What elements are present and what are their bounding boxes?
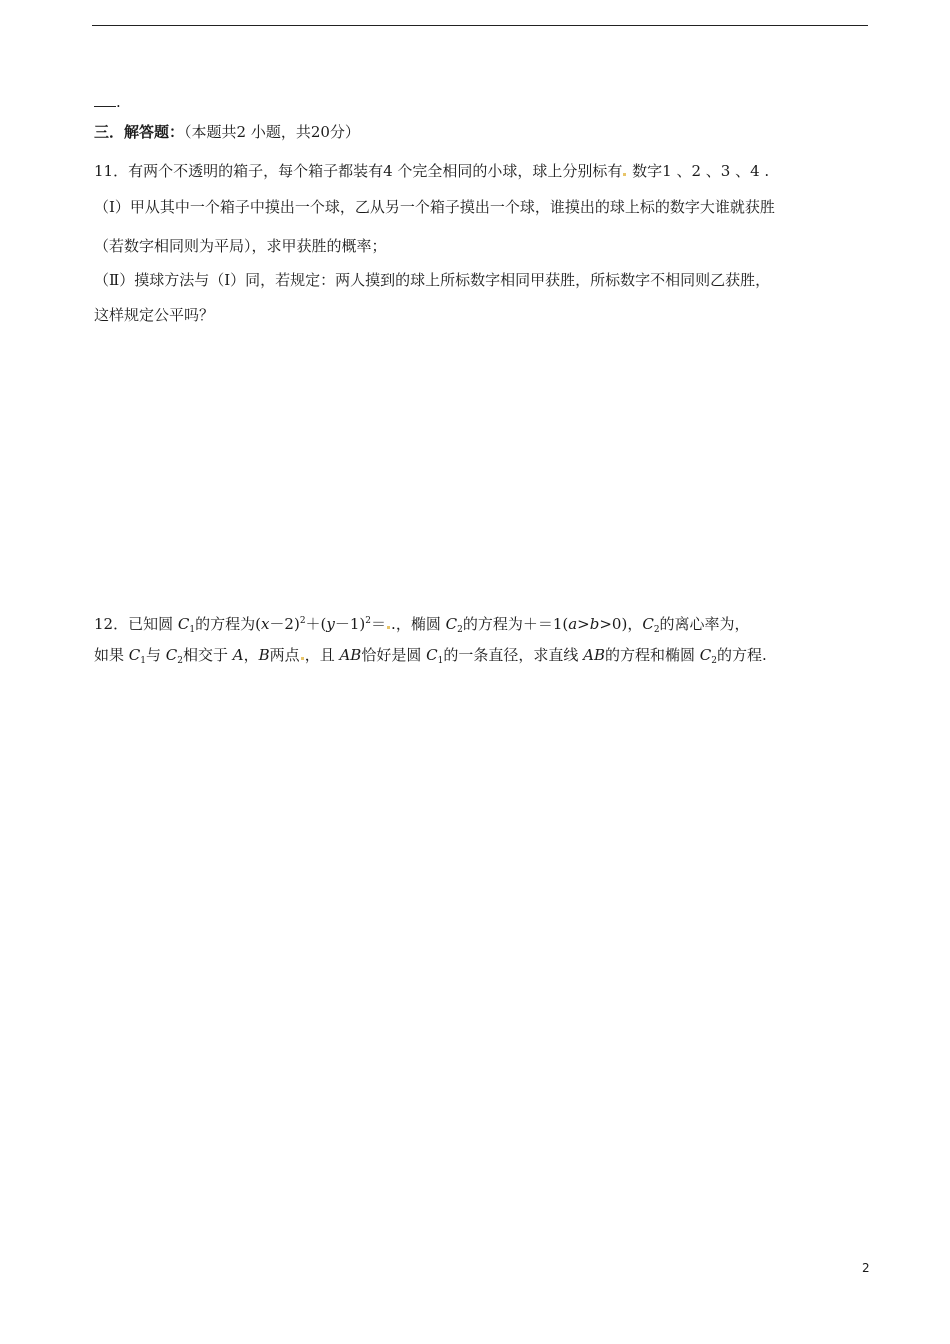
- q11-line-1: 11．有两个不透明的箱子，每个箱子都装有4 个完全相同的小球，球上分别标有 数字1 、2 、3 、4 .: [94, 162, 770, 180]
- q12-line-1: 12．已知圆 $C_1$的方程为$(x-2)^2+(y-1)^2=$ .，椭圆 $C_2$的方程为＋＝1(a>b>0)，$C_2$的离心率为，: [94, 615, 750, 635]
- q12-line-2: 如果 $C_1$与 $C_2$相交于 A，B两点 ，且 AB恰好是圆 $C_1$的一条直径，求直线 AB的方程和椭圆 $C_2$的方程.: [94, 646, 767, 666]
- section-note: （本题共2 小题，共20分）: [184, 123, 360, 141]
- ink-dot: [387, 626, 390, 629]
- answer-blank: [94, 92, 116, 107]
- section-title: 三．解答题：: [94, 123, 185, 141]
- page-number: 2: [862, 1261, 870, 1275]
- q11-line-5: 这样规定公平吗？: [94, 306, 215, 324]
- ink-dot: [301, 657, 304, 660]
- previous-answer-blank: [94, 92, 121, 112]
- header-rule: [92, 25, 868, 26]
- ink-dot: [623, 173, 626, 176]
- blank-period: .: [116, 93, 121, 111]
- section-heading: [94, 122, 360, 142]
- q11-line-4: （Ⅱ）摸球方法与（Ⅰ）同，若规定：两人摸到的球上所标数字相同甲获胜，所标数字不相同则乙获胜，: [94, 271, 771, 289]
- q11-line-2: （Ⅰ）甲从其中一个箱子中摸出一个球，乙从另一个箱子摸出一个球，谁摸出的球上标的数字大谁就获胜: [94, 198, 775, 216]
- q11-line-3: （若数字相同则为平局），求甲获胜的概率；: [94, 237, 387, 255]
